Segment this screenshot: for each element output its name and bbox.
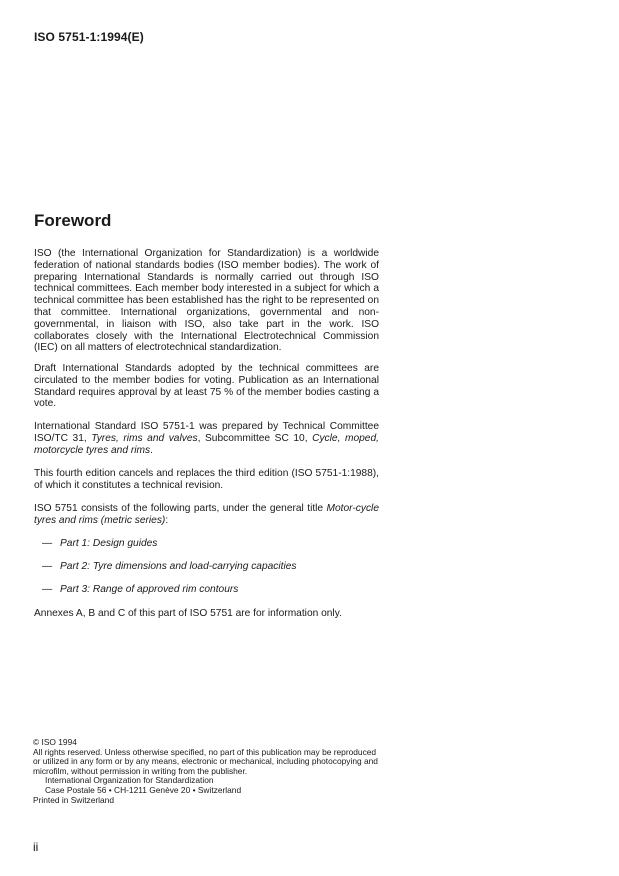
copyright-line: © ISO 1994: [33, 737, 77, 747]
printed-in: Printed in Switzerland: [33, 794, 114, 805]
paragraph-text: ISO (the International Organization for Standardization) is a worldwide federation of national standards bodies (ISO member bodies). The work of preparing International Standards is normally carried out through ISO technical committees. Each member body interested in a subject for which a technical committee has been established has the right to be represented on that committee. International organizations, governmental and non-governmental, in liaison with ISO, also take part in the work. ISO collaborates closely with the International Electrotechnical Commission (IEC) on all matters of electrotechnical standardization.: [34, 248, 379, 354]
paragraph-text: Annexes A, B and C of this part of ISO 5751 are for information only.: [34, 608, 342, 619]
committee-title: Tyres, rims and valves: [91, 432, 198, 444]
list-item: [42, 538, 157, 550]
part-label: Part 1: Design guides: [60, 538, 158, 549]
text-run: , Subcommittee SC 10,: [197, 432, 313, 444]
paragraph-iso-intro: [34, 248, 379, 354]
dash: —: [42, 561, 53, 572]
paragraph-parts-intro: [34, 503, 379, 527]
text-run: .: [150, 444, 153, 456]
text-run: :: [165, 514, 169, 526]
text-run: ISO 5751 consists of the following parts, under the general title: [34, 503, 327, 514]
paragraph-text: Draft International Standards adopted by the technical committees are circulated to the member bodies for voting. Publication as an International Standard requires approval by at least 75 % of the member bodies casting a vote.: [34, 363, 379, 410]
part-label: Part 3: Range of approved rim contours: [60, 584, 239, 595]
paragraph-annexes: [34, 608, 379, 620]
list-item: [42, 584, 238, 596]
publisher-address: Case Postale 56 • CH-1211 Genève 20 • Switzerland: [45, 784, 242, 795]
dash: —: [42, 584, 53, 595]
paragraph-draft-standards: [34, 363, 379, 410]
subcommittee-title: Cycle, moped, motorcycle tyres and rims: [34, 432, 379, 456]
rights-statement: All rights reserved. Unless otherwise specified, no part of this publication may be reproduced or utilized in any form or by any means, electronic or mechanical, including photocopying and microfilm, without permission in writing from the publisher.: [33, 746, 378, 776]
publisher-org: International Organization for Standardization: [45, 775, 214, 786]
page-number: ii: [33, 840, 39, 854]
dash: —: [42, 538, 53, 549]
paragraph-edition: [34, 468, 379, 492]
part-label: Part 2: Tyre dimensions and load-carrying capacities: [60, 561, 297, 572]
section-title: Foreword: [34, 211, 112, 230]
list-item: [42, 561, 297, 573]
general-title: Motor-cycle tyres and rims (metric series): [34, 503, 379, 526]
paragraph-prepared-by: [34, 421, 379, 456]
document-id: ISO 5751-1:1994(E): [34, 30, 144, 44]
text-run: International Standard ISO 5751-1 was prepared by Technical Committee ISO/TC 31,: [34, 421, 379, 444]
copyright-block: [33, 738, 383, 805]
paragraph-text: This fourth edition cancels and replaces the third edition (ISO 5751-1:1988), of which it constitutes a technical revision.: [34, 468, 379, 491]
